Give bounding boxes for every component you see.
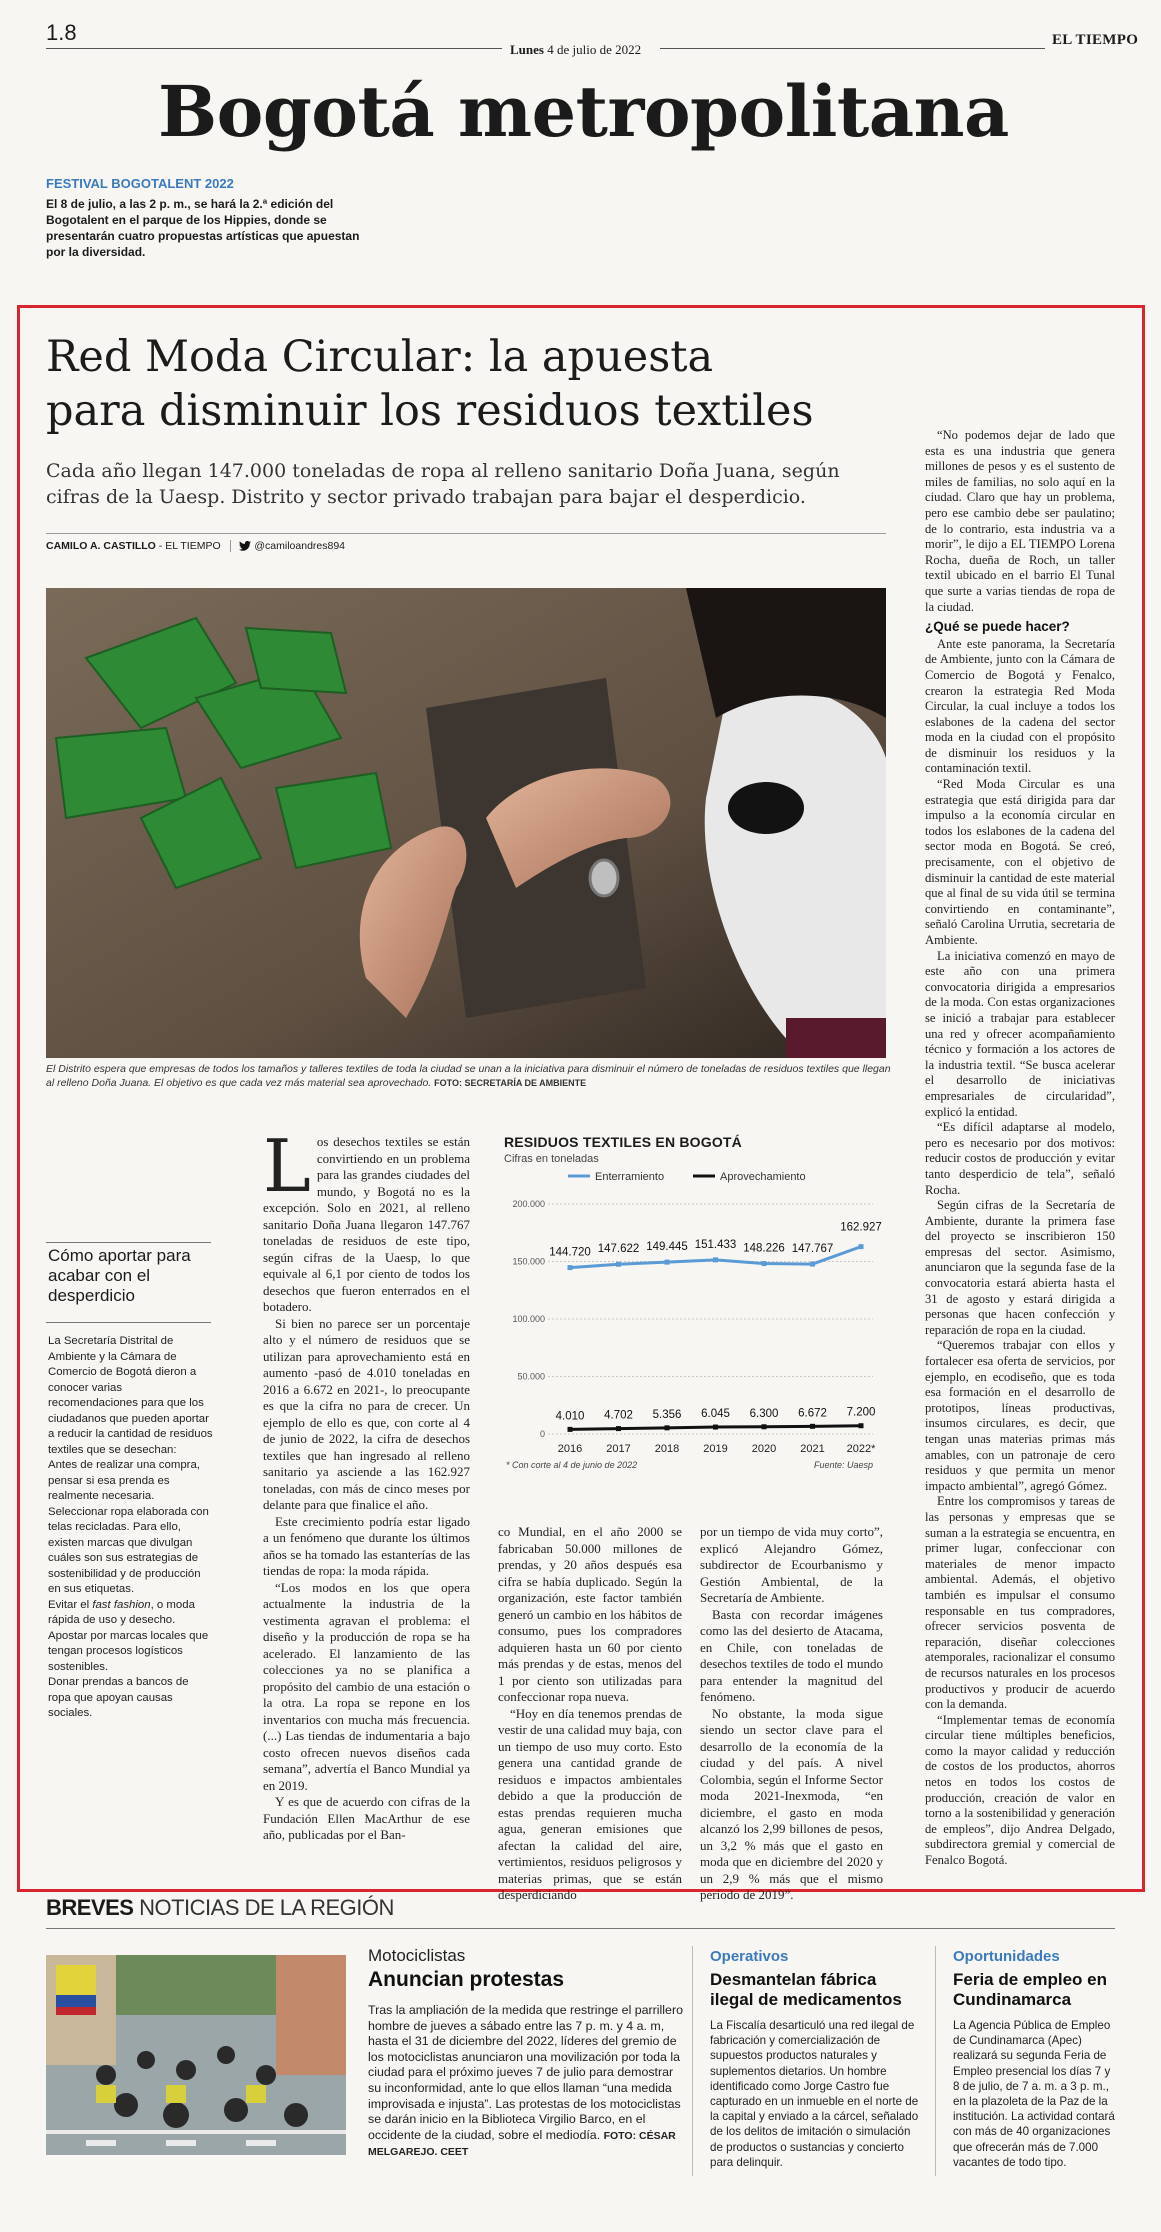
header-rule	[46, 48, 502, 49]
sidebar-tip: Seleccionar ropa elaborada con telas recicladas. Para ello, existen marcas que divulgan cuáles son sus estrategias de sostenibilidad y de producción en sus etiquetas.	[48, 1505, 209, 1595]
page-number: 1.8	[46, 20, 77, 45]
paragraph: “No podemos dejar de lado que esta es una industria que genera millones de pesos y es el sustento de miles de familias, no solo aquí en la ciudad. Claro que hay un problema, pero ese cambio debe ser paulatino; de lo contrario, esta industria va a morir”, le dijo a EL TIEMPO Lorena Rocha, dueña de Roch, un taller textil ubicado en el barrio El Tunal que surte a varias tiendas de ropa de la ciudad.	[925, 428, 1115, 614]
brief2-headline: Desmantelan fábrica ilegal de medicamentos	[710, 1970, 902, 2009]
chart-subtitle: Cifras en toneladas	[504, 1153, 599, 1165]
caption-text: El Distrito espera que empresas de todos los tamaños y talleres textiles de toda la ciudad se unan a la iniciativa para disminuir el número de toneladas de residuos textiles que llegan al relleno Doña Juana. El objetivo es que cada vez más material sea aprovechado.	[46, 1063, 891, 1089]
paragraph: por un tiempo de vida muy corto”, explicó Alejandro Gómez, subdirector de Ecourbanismo y Gestión Ambiental, de la Secretaría de Ambiente.	[700, 1524, 883, 1605]
sidebar-tip: Donar prendas a bancos de ropa que apoyan causas sociales.	[48, 1676, 189, 1719]
data-label: 149.445	[646, 1241, 688, 1254]
paragraph: Según cifras de la Secretaría de Ambiente, durante la primera fase del proyecto se inscribieron 150 empresas del sector. Asimismo, anunciaron que la segunda fase de la convocatoria estará abierta hasta el 31 de agosto y estará dirigida a personas que hacen confección y reparación de ropa en la ciudad.	[925, 1198, 1115, 1337]
sidebar-title: Cómo aportar para acabar con el desperdicio	[48, 1246, 191, 1305]
brief1-text: Tras la ampliación de la medida que restringe el parrillero hombre de jueves a sábado entre las 7 p. m. y 4 a. m, hasta el 31 de diciembre del 2022, líderes del gremio de los motociclistas anunciaron una movilización por toda la ciudad para el próximo jueves 7 de julio para demostrar su inconformidad, ante lo que ellos llaman “una medida improvisada e injusta”. Las protestas de los motociclistas se darán inicio en la Biblioteca Virgilio Barco, en el occidente de la ciudad, sobre el mediodía. FOTO: CÉSAR MELGAREJO. CEET	[368, 2003, 683, 2159]
data-point	[713, 1425, 718, 1430]
data-label: 162.927	[840, 1221, 882, 1234]
data-label: 4.010	[555, 1410, 585, 1423]
data-label: 144.720	[549, 1246, 591, 1259]
x-tick-label: 2018	[654, 1443, 680, 1455]
data-label: 6.045	[701, 1408, 730, 1421]
brief3-text: La Agencia Pública de Empleo de Cundinamarca (Apec) realizará su segunda Feria de Empleo presencial los días 7 y 8 de julio, de 7 a. m. a 3 p. m., en la plazoleta de la Paz de la institución. La actividad contará con más de 40 organizaciones que ofrecerán más de 7.000 vacantes de todo tipo.	[953, 2019, 1115, 2169]
breves-label: BREVES	[46, 1895, 134, 1920]
data-label: 5.356	[652, 1408, 682, 1421]
photo-credit: FOTO: SECRETARÍA DE AMBIENTE	[434, 1078, 587, 1088]
photo-caption	[46, 1062, 896, 1090]
article-headline	[46, 330, 886, 438]
sidebar-tip: Apostar por marcas locales que tengan procesos logísticos sostenibles.	[48, 1629, 209, 1673]
data-label: 7.200	[846, 1406, 876, 1419]
data-point	[616, 1262, 621, 1267]
brief2-divider	[692, 1946, 693, 2176]
x-tick-label: 2022*	[846, 1443, 876, 1455]
paragraph: co Mundial, en el año 2000 se fabricaban 50.000 millones de prendas, y 20 años después esa cifra se había duplicado. Según la organización, este factor también generó un cambio en los hábitos de consumo, pues los compradores adquieren hasta un 60 por ciento más prendas y de estas, menos del 1 por ciento son utilizadas para confeccionar ropa nueva.	[498, 1524, 682, 1704]
brief1-headline: Anuncian protestas	[368, 1968, 565, 1991]
data-point	[810, 1424, 815, 1429]
x-tick-label: 2021	[800, 1443, 825, 1455]
byline-rule	[46, 533, 886, 534]
twitter-icon	[239, 541, 251, 551]
data-point	[665, 1425, 670, 1430]
article-photo	[46, 588, 886, 1058]
paragraph: Este crecimiento podría estar ligado a un fenómeno que durante los últimos años se ha tomado las estanterías de las tiendas de ropa: la moda rápida.	[263, 1513, 470, 1578]
paragraph: Si bien no parece ser un porcentaje alto y el número de residuos que se utilizan para aprovechamiento está en aumento -pasó de 4.010 toneladas en 2016 a 6.672 en 2021-, lo preocupante es que la cifra no para de crecer. Un ejemplo de ello es que, con corte al 4 de junio de 2022, la cifra de desechos textiles que han ingresado al relleno sanitario ya asciende a las 162.927 toneladas, con más de cinco meses por delante para que finalice el año.	[263, 1315, 470, 1512]
data-point	[859, 1423, 864, 1428]
page-date	[510, 42, 641, 58]
x-tick-label: 2016	[557, 1443, 583, 1455]
byline-author: CAMILO A. CASTILLO	[46, 540, 156, 552]
breves-rule	[46, 1928, 1115, 1929]
sidebar-intro: La Secretaría Distrital de Ambiente y la Cámara de Comercio de Bogotá dieron a conocer varias recomendaciones para que los ciudadanos que pueden aportar a reducir la cantidad de residuos textiles que se desechan:	[48, 1335, 213, 1456]
brief1-credit: FOTO: CÉSAR MELGAREJO. CEET	[368, 2129, 676, 2159]
data-point	[713, 1257, 718, 1262]
data-label: 147.622	[597, 1243, 640, 1256]
article-column-2	[498, 1524, 682, 1904]
data-point	[810, 1262, 815, 1267]
data-label: 147.767	[791, 1243, 834, 1256]
data-point	[665, 1260, 670, 1265]
breves-header	[46, 1895, 394, 1921]
data-point	[762, 1261, 767, 1266]
paragraph: “Los modos en los que opera actualmente la industria de la vestimenta agravan el problema: el diseño y la producción de ropa se ha acelerado. El lanzamiento de las colecciones ya no se planifica a propósito del cambio de una estación o la otra. La ropa se repone en los inventarios con mucha más frecuencia. (...) Las tiendas de indumentaria a bajo costo ofrecen nuevos diseños cada semana”, advertía el Banco Mundial ya en 2019.	[263, 1579, 470, 1793]
sewing-photo-illustration	[46, 588, 886, 1058]
sidebar-tip: Antes de realizar una compra, pensar si esa prenda es realmente necesaria.	[48, 1459, 200, 1502]
brand-logo: EL TIEMPO	[1052, 32, 1139, 48]
x-tick-label: 2019	[703, 1443, 728, 1455]
brief3-divider	[935, 1946, 936, 2176]
sidebar-rule	[46, 1322, 211, 1323]
sidebar-rule-top	[46, 1242, 211, 1243]
sidebar-tip-fashion: Evitar el fast fashion, o moda rápida de uso y desecho.	[48, 1598, 195, 1626]
chart-footnote: * Con corte al 4 de junio de 2022	[506, 1460, 638, 1470]
x-tick-label: 2020	[751, 1443, 777, 1455]
paragraph: “Es difícil adaptarse al modelo, pero es necesario por dos motivos: reducir costos de producción y evitar tanto desperdicio de tela”, señaló Rocha.	[925, 1120, 1115, 1197]
paragraph: Basta con recordar imágenes como las del desierto de Atacama, en Chile, con toneladas de desechos textiles de todo el mundo para entender la magnitud del fenómeno.	[700, 1606, 883, 1704]
date-rest: 4 de julio de 2022	[547, 42, 642, 57]
paragraph: La iniciativa comenzó en mayo de este año con una primera convocatoria dirigida a empresarios de la moda. Con estas organizaciones se inició a trabajar para establecer una red y ofrecer acompañamiento técnico y formación a los actores de la industria textil. “Se busca acelerar el desarrollo de iniciativas empresariales de circularidad”, explicó la entidad.	[925, 948, 1115, 1119]
paragraph: Entre los compromisos y tareas de las personas y empresas que se suman a la estrategia se encuentra, en primer lugar, confeccionar con materiales de menor impacto ambiental. Además, el objetivo también es impulsar el consumo responsable en tus compradores, ofrecer servicios posventa de reparación, diseñar colecciones atemporales, racionalizar el consumo de recursos naturales en los procesos productivos y producir de acuerdo con la demanda.	[925, 1494, 1115, 1712]
line-chart	[498, 1164, 883, 1474]
brief3-category: Oportunidades	[953, 1948, 1060, 1965]
data-point	[616, 1426, 621, 1431]
article-deck: Cada año llegan 147.000 toneladas de ropa al relleno sanitario Doña Juana, según cifras de la Uaesp. Distrito y sector privado trabajan para bajar el desperdicio.	[46, 460, 840, 508]
data-label: 151.433	[694, 1238, 737, 1251]
paragraph: “Queremos trabajar con ellos y fortalecer esa oferta de servicios, por ejemplo, en ecodiseño, que es toda esa formación en el desarrollo de prototipos, líneas productivas, insumos circulares, es decir, que tengan unas materias primas más amables, con un patronaje de cero residuos y que permita un menor impacto ambiental”, agregó Gómez.	[925, 1338, 1115, 1493]
byline-outlet: - EL TIEMPO	[155, 540, 221, 552]
article-column-3	[700, 1524, 883, 1904]
data-label: 148.226	[743, 1242, 785, 1255]
data-point	[762, 1424, 767, 1429]
paragraph: No obstante, la moda sigue siendo un sector clave para el desarrollo de la economía de la ciudad y del país. A nivel Colombia, según el Informe Sector moda 2021-Inexmoda, “en diciembre, el gasto en moda alcanzó los 2,99 billones de pesos, un 3,2 % más que el gasto en moda que en diciembre del 2020 y un 2,9 % más que el mismo periodo de 2019”.	[700, 1705, 883, 1902]
date-day: Lunes	[510, 42, 544, 57]
y-tick-label: 100.000	[512, 1314, 545, 1324]
chart-block	[498, 1134, 883, 1474]
paragraph: Y es que de acuerdo con cifras de la Fundación Ellen MacArthur de ese año, publicadas por el Ban-	[263, 1794, 470, 1842]
y-tick-label: 200.000	[512, 1199, 545, 1209]
data-point	[568, 1427, 573, 1432]
paragraph: “Implementar temas de economía circular tiene múltiples beneficios, como la mayor calidad y reducción de costos de los productos, ahorros netos en todos los costos de producción, creación de valor en torno a la sostenibilidad y generación de empleos”, dijo Andrea Delgado, subdirectora gremial y comercial de Fenalco Bogotá.	[925, 1712, 1115, 1868]
section-title: Bogotá metropolitana	[158, 70, 1009, 153]
headline-line-2: para disminuir los residuos textiles	[46, 386, 814, 436]
motorcycle-photo	[46, 1955, 346, 2155]
paragraph: Ante este panorama, la Secretaría de Ambiente, junto con la Cámara de Comercio de Bogotá y Fenalco, crearon la estrategia Red Moda Circular, la cual incluye a todos los eslabones de la cadena del sector moda en la ciudad con el propósito de disminuir los residuos y la contaminación textil.	[925, 636, 1115, 776]
data-label: 6.300	[749, 1407, 779, 1420]
chart-source: Fuente: Uaesp	[813, 1460, 873, 1470]
header-rule-right	[660, 48, 1045, 49]
byline-handle: @camiloandres894	[254, 540, 346, 552]
chart-title: RESIDUOS TEXTILES EN BOGOTÁ	[504, 1134, 742, 1150]
sidebar-body	[48, 1334, 213, 1722]
subheading: ¿Qué se puede hacer?	[925, 619, 1070, 635]
y-tick-label: 0	[539, 1429, 545, 1439]
drop-cap: L	[263, 1124, 311, 1208]
article-column-1	[263, 1124, 470, 1844]
brief2-category: Operativos	[710, 1948, 789, 1965]
paragraph: “Red Moda Circular es una estrategia que está dirigida para dar impulso a la economía circular en todos los eslabones de la cadena del sector moda en Bogotá. Se creó, precisamente, con el objetivo de disminuir la cantidad de este material que al final de su vida útil se termina convirtiendo en contaminante”, señaló Carolina Urrutia, secretaria de Ambiente.	[925, 777, 1115, 947]
data-label: 6.672	[798, 1407, 827, 1420]
data-point	[859, 1244, 864, 1249]
paragraph: “Hoy en día tenemos prendas de vestir de una calidad muy baja, con un tiempo de uso muy corto. Esto genera una cantidad grande de residuos e impactos ambientales debido a que la producción de estas prendas requieren mucha agua, generan emisiones que afectan la calidad del aire, vertimientos, residuos peligrosos y materias primas, que se están desperdiciando	[498, 1705, 682, 1902]
brief3-headline: Feria de empleo en Cundinamarca	[953, 1970, 1107, 2009]
y-tick-label: 50.000	[517, 1371, 545, 1382]
x-tick-label: 2017	[606, 1443, 631, 1455]
first-paragraph: Los desechos textiles se están convirtiendo en un problema para las grandes ciudades del mundo, y Bogotá no es la excepción. Solo en 2021, al relleno sanitario Doña Juana llegaron 147.767 toneladas de residuos de este tipo, según cifras de la Uaesp, lo que equivale al 6,1 por ciento de todos los desechos que fueron enterrados en el botadero.	[263, 1124, 470, 1314]
festival-text: El 8 de julio, a las 2 p. m., se hará la 2.ª edición del Bogotalent en el parque de los Hippies, donde se presentarán cuatro propuestas artísticas que apuestan por la diversidad.	[46, 197, 360, 259]
byline	[46, 540, 345, 552]
legend-label: Aprovechamiento	[720, 1171, 806, 1183]
article-column-right	[925, 428, 1115, 1869]
y-tick-label: 150.000	[512, 1256, 545, 1267]
brief2-text: La Fiscalía desarticuló una red ilegal de fabricación y comercialización de supuestos productos naturales y suplementos dietarios. Un hombre identificado como Jorge Castro fue capturado en un inmueble en el norte de la capital y enviado a la cárcel, señalado de los delitos de imitación o simulación de productos o sustancias y concierto para delinquir.	[710, 2019, 919, 2169]
breves-sublabel: NOTICIAS DE LA REGIÓN	[139, 1895, 394, 1920]
data-label: 4.702	[604, 1409, 633, 1422]
festival-label: FESTIVAL BOGOTALENT 2022	[46, 176, 234, 191]
headline-line-1: Red Moda Circular: la apuesta	[46, 332, 714, 382]
data-point	[568, 1265, 573, 1270]
brief1-category: Motociclistas	[368, 1946, 466, 1965]
legend-label: Enterramiento	[595, 1171, 665, 1183]
